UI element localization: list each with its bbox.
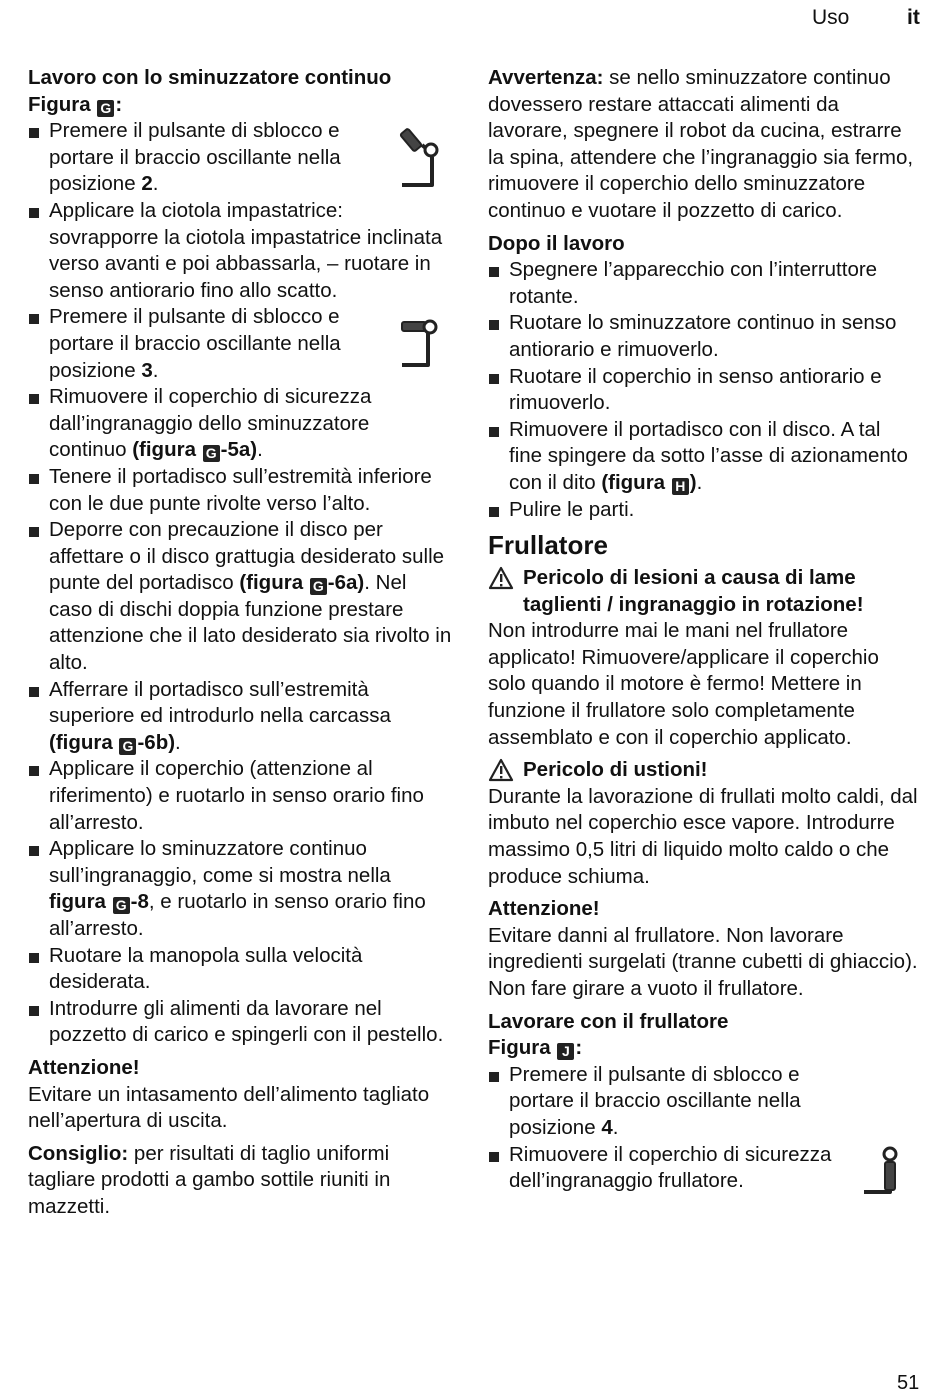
list-item: Ruotare il coperchio in senso antiorario e rimuoverlo.: [488, 364, 918, 417]
swing-arm-position-4-icon: [860, 1142, 904, 1198]
attention-text: Evitare un intasamento dell’alimento tagliato nell’apertura di uscita.: [28, 1082, 430, 1133]
list-item: Premere il pulsante di sblocco e portare il braccio oscillante nella posizione 4.: [488, 1062, 839, 1142]
list-item: Rimuovere il coperchio di sicurezza dell’ingranaggio frullatore.: [488, 1142, 918, 1195]
tip-paragraph: Consiglio: per risultati di taglio uniformi tagliare prodotti a gambo sottile riuniti in mazzetti.: [28, 1141, 391, 1218]
attention-heading: Attenzione!: [488, 897, 600, 921]
danger-heading: Pericolo di ustioni!: [488, 757, 918, 784]
page-number: 51: [897, 1372, 920, 1394]
blender-heading: Lavorare con il frullatore: [488, 1009, 729, 1033]
warning-paragraph: Avvertenza: se nello sminuzzatore continuo dovessero restare attaccati alimenti da lavorare, spegnere il robot da cucina, estrarre la spina, attendere che l’ingranaggio sia fermo, rimuovere il coperchio dello sminuzzatore continuo e vuotare il pozzetto di carico.: [488, 66, 914, 222]
attention-heading: Attenzione!: [28, 1055, 140, 1079]
right-column: [488, 65, 918, 1195]
danger-heading: Pericolo di lesioni a causa di lame taglienti / ingranaggio in rotazione!: [488, 565, 918, 618]
list-item: Introdurre gli alimenti da lavorare nel pozzetto di carico e spingerli con il pestello.: [28, 996, 453, 1049]
figure-reference: Figura G :: [28, 92, 123, 116]
list-item: Afferrare il portadisco sull’estremità superiore ed introdurlo nella carcassa (figura G -6b).: [28, 677, 453, 757]
page-header: [0, 6, 950, 36]
list-item: Applicare il coperchio (attenzione al riferimento) e ruotarlo in senso orario fino all’arresto.: [28, 756, 453, 836]
section-title: Frullatore: [488, 530, 608, 561]
list-item: Deporre con precauzione il disco per affettare o il disco grattugia desiderato sulle punte del portadisco (figura G -6a). Nel caso di dischi doppia funzione prestare attenzione che il lato desiderato sia rivolto in alto.: [28, 517, 453, 677]
swing-arm-position-3-icon: [398, 318, 442, 370]
list-item: Rimuovere il portadisco con il disco. A tal fine spingere da sotto l’asse di azionamento con il dito (figura H ).: [488, 417, 918, 497]
list-item: Pulire le parti.: [488, 497, 918, 524]
list-item: Applicare la ciotola impastatrice: sovrapporre la ciotola impastatrice inclinata verso avanti e poi abbassarla, – ruotare in senso antiorario fino allo scatto.: [28, 198, 453, 304]
section-heading: Lavoro con lo sminuzzatore continuo: [28, 66, 392, 89]
figure-letter-badge: J: [557, 1043, 574, 1060]
left-column: [28, 65, 453, 1221]
header-section: Uso: [812, 6, 850, 29]
list-item: Ruotare la manopola sulla velocità desiderata.: [28, 943, 453, 996]
warning-triangle-icon: [488, 566, 514, 590]
list-item: Spegnere l’apparecchio con l’interruttore rotante.: [488, 257, 918, 310]
swing-arm-position-2-icon: [398, 125, 442, 189]
figure-letter-badge: G: [97, 100, 114, 117]
list-item: Premere il pulsante di sblocco e portare il braccio oscillante nella posizione 3.: [28, 304, 379, 384]
list-item: Tenere il portadisco sull’estremità inferiore con le due punte rivolte verso l’alto.: [28, 464, 453, 517]
list-item: Rimuovere il coperchio di sicurezza dall’ingranaggio dello sminuzzatore continuo (figura G -5a).: [28, 384, 379, 464]
warning-triangle-icon: [488, 758, 514, 782]
figure-reference: Figura J :: [488, 1036, 583, 1060]
list-item: Premere il pulsante di sblocco e portare il braccio oscillante nella posizione 2.: [28, 118, 379, 198]
danger-text: Durante la lavorazione di frullati molto caldi, dal imbuto nel coperchio esce vapore. Introdurre massimo 0,5 litri di liquido molto caldo o che produce schiuma.: [488, 784, 918, 888]
after-use-heading: Dopo il lavoro: [488, 231, 625, 255]
list-item: Applicare lo sminuzzatore continuo sull’ingranaggio, come si mostra nella figura G -8, e ruotarlo in senso orario fino all’arresto.: [28, 836, 453, 942]
attention-text: Evitare danni al frullatore. Non lavorare ingredienti surgelati (tranne cubetti di ghiaccio). Non fare girare a vuoto il frullatore.: [488, 923, 918, 1000]
header-language: it: [907, 6, 920, 29]
danger-text: Non introdurre mai le mani nel frullatore applicato! Rimuovere/applicare il coperchio solo quando il motore è fermo! Mettere in funzione il frullatore solo completamente assemblato e con il coperchio applicato.: [488, 619, 879, 749]
list-item: Ruotare lo sminuzzatore continuo in senso antiorario e rimuoverlo.: [488, 310, 918, 363]
